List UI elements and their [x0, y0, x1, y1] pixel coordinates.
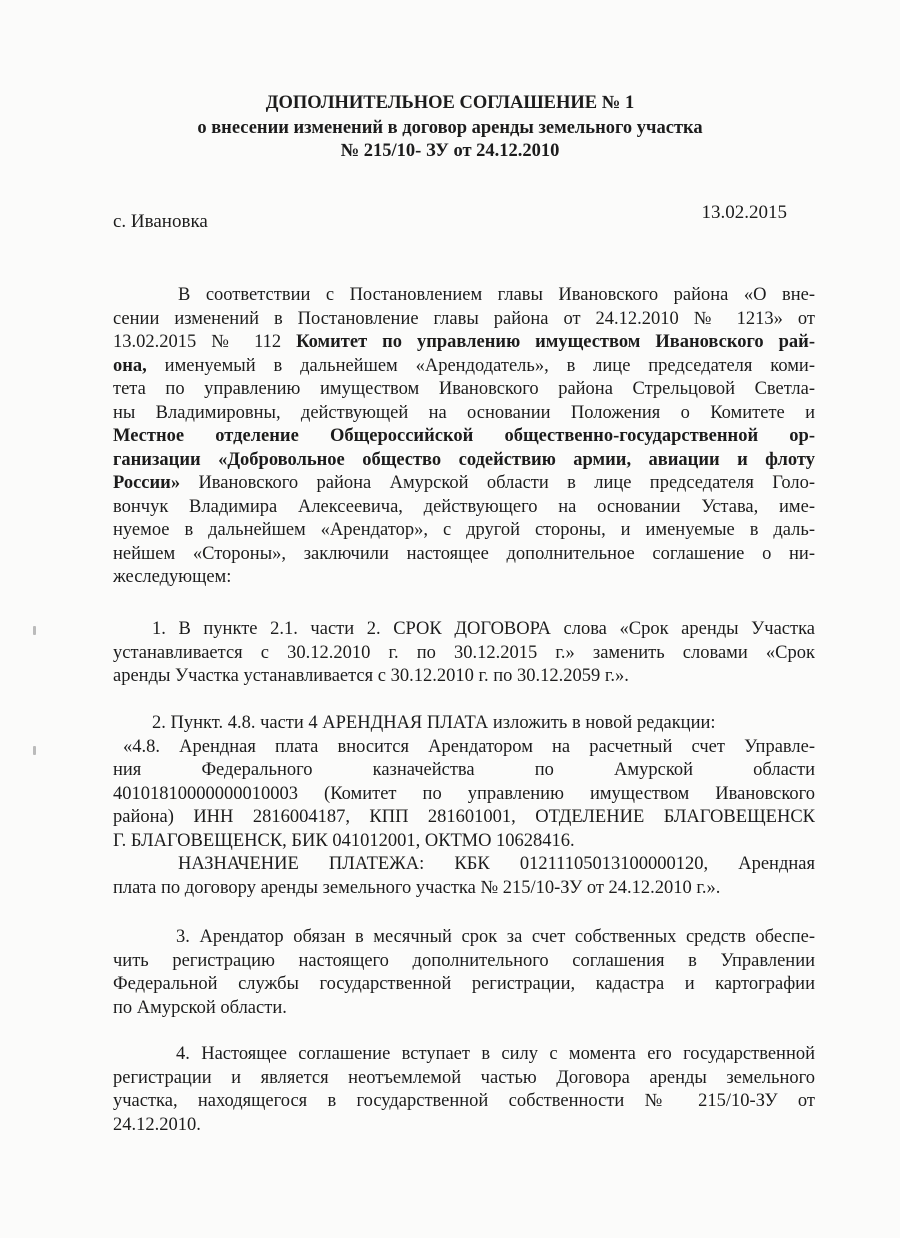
text-segment: чить регистрацию настоящего дополнительного соглашения в Управлении — [113, 950, 815, 971]
text-segment: плата по договору аренды земельного участка № 215/10-ЗУ от 24.12.2010 г.». — [113, 877, 721, 898]
text-line — [113, 712, 815, 736]
clause-2 — [113, 712, 815, 900]
text-line — [113, 355, 815, 379]
text-segment: района) ИНН 2816004187, КПП 281601001, ОТДЕЛЕНИЕ БЛАГОВЕЩЕНСК — [113, 807, 815, 827]
text-segment: нейшем «Стороны», заключили настоящее дополнительное соглашение о ни- — [113, 543, 815, 564]
text-segment: сении изменений в Постановление главы района от 24.12.2010 № 1213» от — [113, 308, 815, 329]
text-segment: аренды Участка устанавливается с 30.12.2010 г. по 30.12.2059 г.». — [113, 666, 629, 686]
text-segment: по Амурской области. — [113, 997, 287, 1018]
text-line — [113, 1043, 815, 1067]
text-line — [113, 308, 815, 332]
bold-text: России» — [113, 473, 181, 493]
text-segment: 2. Пункт. 4.8. части 4 АРЕНДНАЯ ПЛАТА изложить в новой редакции: — [152, 713, 716, 733]
text-line — [113, 665, 815, 689]
scan-artifact — [33, 626, 36, 635]
text-segment: нуемое в дальнейшем «Арендатор», с другой стороны, и именуемые в даль- — [113, 520, 815, 540]
text-segment: тета по управлению имуществом Ивановского района Стрельцовой Светла- — [113, 379, 815, 399]
text-line — [113, 877, 815, 901]
text-line — [113, 950, 815, 974]
document-date: 13.02.2015 — [701, 202, 787, 223]
text-segment: Федеральной службы государственной регистрации, кадастра и картографии — [113, 974, 815, 994]
text-segment: Г. БЛАГОВЕЩЕНСК, БИК 041012001, ОКТМО 10628416. — [113, 830, 575, 851]
bold-text: Местное отделение Общероссийской общественно-государственной ор- — [113, 426, 815, 446]
scan-artifact — [33, 746, 36, 755]
clause-1 — [113, 618, 815, 689]
text-segment: В соответствии с Постановлением главы Ивановского района «О вне- — [178, 285, 815, 305]
text-line — [113, 926, 815, 950]
text-segment: Ивановского района Амурской области в лице председателя Голо- — [180, 473, 815, 493]
text-line — [113, 853, 815, 877]
contract-reference: № 215/10- ЗУ от 24.12.2010 — [340, 141, 560, 161]
text-segment: участка, находящегося в государственной собственности № 215/10-ЗУ от — [113, 1091, 815, 1111]
text-line — [113, 806, 815, 830]
text-line — [113, 1114, 815, 1138]
text-line — [113, 736, 815, 760]
text-line — [113, 284, 815, 308]
text-segment: устанавливается с 30.12.2010 г. по 30.12.2015 г.» заменить словами «Срок — [113, 642, 815, 663]
text-line — [113, 402, 815, 426]
text-line — [113, 997, 815, 1021]
text-line — [113, 642, 815, 666]
document-subtitle: о внесении изменений в договор аренды земельного участка — [197, 118, 703, 138]
text-segment: ния Федерального казначейства по Амурской области — [113, 760, 815, 780]
text-line — [113, 425, 815, 449]
text-line — [113, 472, 815, 496]
text-segment: вончук Владимира Алексеевича, действующего на основании Устава, име- — [113, 496, 815, 517]
place-of-signing: с. Ивановка — [113, 211, 208, 232]
text-segment: 4. Настоящее соглашение вступает в силу с момента его государственной — [176, 1044, 815, 1064]
bold-text: ганизации «Добровольное общество содействию армии, авиации и флоту — [113, 449, 815, 470]
clause-4 — [113, 1043, 815, 1137]
text-line — [113, 449, 815, 473]
bold-text: Комитет по управлению имуществом Ивановского рай- — [296, 332, 815, 352]
text-line — [113, 378, 815, 402]
text-segment: регистрации и является неотъемлемой частью Договора аренды земельного — [113, 1067, 815, 1088]
bold-text: она, — [113, 355, 147, 376]
text-line — [113, 543, 815, 567]
text-segment: 40101810000000010003 (Комитет по управлению имуществом Ивановского — [113, 783, 815, 804]
text-line — [113, 1090, 815, 1114]
text-segment: ны Владимировны, действующей на основании Положения о Комитете и — [113, 402, 815, 423]
text-line — [113, 830, 815, 854]
text-line — [113, 496, 815, 520]
text-segment: 1. В пункте 2.1. части 2. СРОК ДОГОВОРА слова «Срок аренды Участка — [152, 619, 815, 639]
preamble-paragraph — [113, 284, 815, 590]
text-line — [113, 973, 815, 997]
text-segment: именуемый в дальнейшем «Арендодатель», в лице председателя коми- — [146, 355, 815, 376]
text-segment: «4.8. Арендная плата вносится Арендатором на расчетный счет Управле- — [123, 736, 815, 757]
text-line — [113, 519, 815, 543]
text-segment: 24.12.2010. — [113, 1114, 201, 1135]
text-segment: 3. Арендатор обязан в месячный срок за счет собственных средств обеспе- — [176, 927, 815, 947]
text-line — [113, 566, 815, 590]
text-segment: 13.02.2015 № 112 — [113, 332, 297, 352]
text-line — [113, 783, 815, 807]
text-segment: НАЗНАЧЕНИЕ ПЛАТЕЖА: КБК 01211105013100000120, Арендная — [178, 854, 815, 874]
clause-3 — [113, 926, 815, 1020]
text-line — [113, 331, 815, 355]
text-line — [113, 618, 815, 642]
text-line — [113, 1067, 815, 1091]
document-title: ДОПОЛНИТЕЛЬНОЕ СОГЛАШЕНИЕ № 1 — [265, 93, 635, 113]
text-line — [113, 759, 815, 783]
text-segment: жеследующем: — [113, 567, 232, 587]
